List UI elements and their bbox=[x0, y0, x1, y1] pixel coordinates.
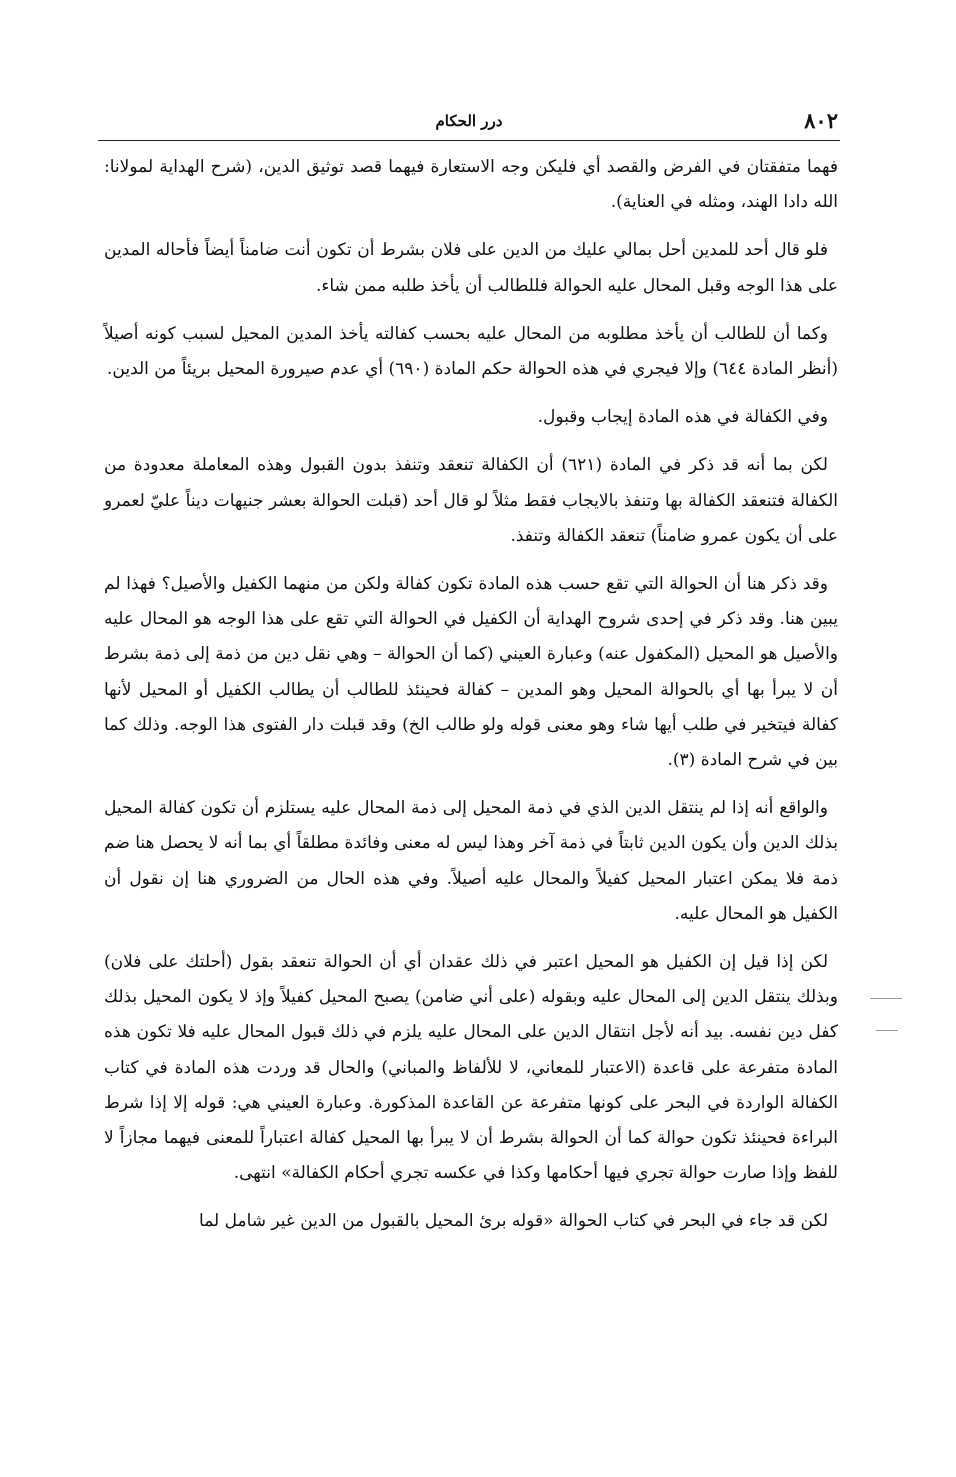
paragraph-2: فلو قال أحد للمدين أحل بمالي عليك من الدين على فلان بشرط أن تكون أنت ضامناً أيضاً فأحاله المدين على هذا الوجه وقبل المحال عليه الحوالة فللطالب أن يأخذ طلبه ممن شاء. bbox=[104, 240, 838, 296]
header-rule bbox=[98, 140, 840, 141]
paragraph-9: لكن قد جاء في البحر في كتاب الحوالة «قوله برئ المحيل بالقبول من الدين غير شامل لما bbox=[199, 1211, 828, 1232]
paragraph-3: وكما أن للطالب أن يأخذ مطلوبه من المحال عليه بحسب كفالته يأخذ المدين المحيل لسبب كونه أصيلاً (أنظر المادة ٦٤٤) وإلا فيجري في هذه الحوالة حكم المادة (٦٩٠) أي عدم صيرورة المحيل بريئاً من الدين. bbox=[104, 323, 838, 380]
paragraph-5: لكن بما أنه قد ذكر في المادة (٦٢١) أن الكفالة تنعقد وتنفذ بدون القبول وهذه المعاملة معدودة من الكفالة فتنعقد الكفالة بها وتنفذ بالايجاب فقط مثلاً لو قال أحد (قبلت الحوالة بعشر جنيهات ديناً عليّ لعمرو على أن يكون عمرو ضامناً) تنعقد الكفالة وتنفذ. bbox=[104, 455, 838, 546]
scan-edge-mark bbox=[870, 998, 902, 999]
body-text bbox=[104, 150, 838, 1253]
paragraph-7: والواقع أنه إذا لم ينتقل الدين الذي في ذمة المحيل إلى ذمة المحال عليه يستلزم أن تكون كفالة المحيل بذلك الدين وأن يكون الدين ثابتاً في ذمة آخر وهذا ليس له معنى وفائدة مطلقاً أي بما أنه لا يحصل هنا ضم ذمة فلا يمكن اعتبار المحيل كفيلاً والمحال عليه أصيلاً. وفي هذه الحال من الضروري هنا إن نقول أن الكفيل هو المحال عليه. bbox=[104, 798, 838, 924]
scan-edge-mark bbox=[876, 1030, 898, 1031]
page-header bbox=[100, 108, 838, 134]
paragraph-1: فهما متفقتان في الفرض والقصد أي فليكن وجه الاستعارة فيهما قصد توثيق الدين، (شرح الهداية لمولانا: الله دادا الهند، ومثله في العناية). bbox=[104, 157, 838, 213]
paragraph-8: لكن إذا قيل إن الكفيل هو المحيل اعتبر في ذلك عقدان أي أن الحوالة تنعقد بقول (أحلتك على فلان) وبذلك ينتقل الدين إلى المحال عليه وبقوله (على أني ضامن) يصبح المحيل كفيلاً وإذ لا يكون المحيل بذلك كفل دين نفسه. بيد أنه لأجل انتقال الدين على المحال عليه يلزم في ذلك قبول المحال عليه فلا تكون هذه المادة متفرعة على قاعدة (الاعتبار للمعاني، لا للألفاظ والمباني) والحال قد وردت هذه المادة في كتاب الكفالة الواردة في البحر على كونها متفرعة عن القاعدة المذكورة. وعبارة العيني هي: قوله إلا إذا شرط البراءة فحينئذ تكون حوالة كما أن الحوالة بشرط أن لا يبرأ بها المحيل كفالة اعتباراً للمعنى فيهما مجازاً لا للفظ وإذا صارت حوالة تجري فيها أحكامها وكذا في عكسه تجري أحكام الكفالة» انتهى. bbox=[104, 952, 838, 1184]
paragraph-4: وفي الكفالة في هذه المادة إيجاب وقبول. bbox=[537, 407, 828, 428]
page-number: ٨٠٢ bbox=[804, 108, 838, 133]
running-title: درر الحكام bbox=[435, 112, 503, 130]
paragraph-6: وقد ذكر هنا أن الحوالة التي تقع حسب هذه المادة تكون كفالة ولكن من منهما الكفيل والأصيل؟ فهذا لم يبين هنا. وقد ذكر في إحدى شروح الهداية أن الكفيل في الحوالة التي تقع على هذا الوجه هو المحال عليه والأصيل هو المحيل (المكفول عنه) وعبارة العيني (كما أن الحوالة – وهي نقل دين من ذمة إلى ذمة بشرط أن لا يبرأ بها أي بالحوالة المحيل وهو المدين – كفالة فحينئذ للطالب أن يطالب الكفيل أو المحيل لأنها كفالة فيتخير في طلب أيها شاء وهو معنى قوله ولو طالب الخ) وقد قبلت دار الفتوى هذا الوجه. وذلك كما بين في شرح المادة (٣). bbox=[104, 574, 838, 771]
